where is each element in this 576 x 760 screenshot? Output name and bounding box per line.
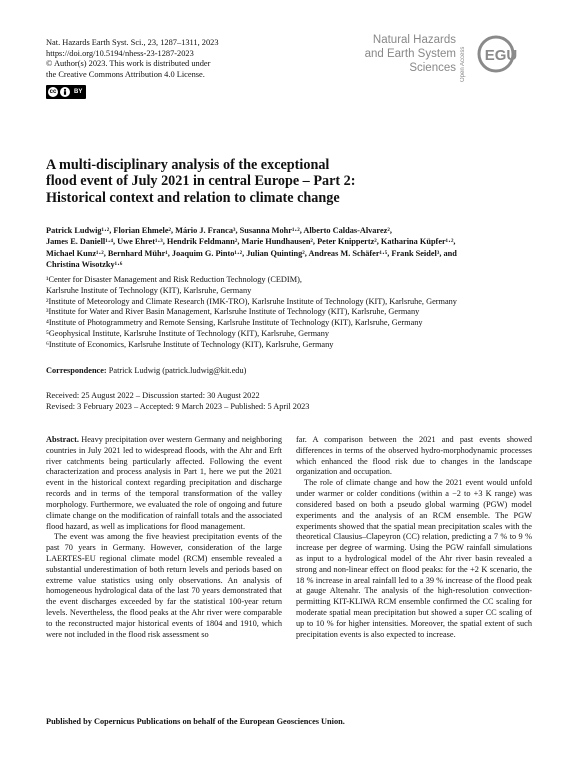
publisher-footer: Published by Copernicus Publications on behalf of the European Geosciences Union.	[46, 717, 345, 726]
cc-by-label: BY	[74, 89, 83, 95]
correspondence	[46, 366, 246, 375]
correspondence-email[interactable]: Patrick Ludwig (patrick.ludwig@kit.edu)	[108, 366, 247, 375]
affiliation-line: Karlsruhe Institute of Technology (KIT), Karlsruhe, Germany	[46, 285, 252, 295]
title-line2: flood event of July 2021 in central Europe – Part 2:	[46, 173, 356, 190]
dates-line2: Revised: 3 February 2023 – Accepted: 9 March 2023 – Published: 5 April 2023	[46, 401, 310, 411]
title-line3: Historical context and relation to climate change	[46, 189, 340, 206]
header-citation-block	[46, 38, 219, 80]
affiliation-line: ⁴Institute of Photogrammetry and Remote Sensing, Karlsruhe Institute of Technology (KIT), Karlsruhe, Germany	[46, 318, 423, 328]
journal-name	[365, 33, 456, 75]
attribution-person-icon	[60, 87, 70, 97]
dates-line1: Received: 25 August 2022 – Discussion started: 30 August 2022	[46, 391, 260, 400]
publication-dates	[46, 391, 309, 413]
affiliation-line: ¹Center for Disaster Management and Risk Reduction Technology (CEDIM),	[46, 275, 302, 284]
abstract-paragraph-2: The event was among the five heaviest precipitation events of the past 70 years in Germany. However, consideration of the large LAERTES-EU regional climate model (RCM) ensemble revealed a substantial underestimation of both return levels and periods based on extreme value statistics using only observations. An analysis of homogeneous hydrological data of the last 70 years demonstrated that the event discharges exceeded by far the statistical 100-year return levels. Nevertheless, the flood peaks at the Ahr river were comparable to the reconstructed major historical events of 1804 and 1910, which were not included in the flood risk assessment so	[46, 532, 282, 639]
cc-icon: cc	[49, 89, 57, 95]
journal-name-line3: Sciences	[409, 62, 456, 74]
journal-name-line1: Natural Hazards	[372, 34, 456, 46]
authors-line4: Christina Wisotzky¹·⁶	[46, 259, 123, 269]
copyright-line: © Author(s) 2023. This work is distributed under	[46, 59, 211, 69]
affiliation-line: ²Institute of Meteorology and Climate Research (IMK-TRO), Karlsruhe Institute of Technology (KIT), Karlsruhe, Germany	[46, 296, 457, 306]
journal-citation: Nat. Hazards Earth Syst. Sci., 23, 1287–1311, 2023	[46, 38, 219, 47]
egu-logo-text: EGU	[484, 47, 518, 64]
abstract-label: Abstract.	[46, 435, 79, 444]
egu-logo	[476, 34, 526, 74]
affiliation-line: ⁶Institute of Economics, Karlsruhe Institute of Technology (KIT), Karlsruhe, Germany	[46, 339, 334, 349]
doi-link[interactable]: https://doi.org/10.5194/nhess-23-1287-2023	[46, 48, 194, 58]
authors-line3: Michael Kunz¹·², Bernhard Mühr¹, Joaquim G. Pinto¹·², Julian Quinting², Andreas M. Schäfer¹·⁵, Frank Seidel³, and	[46, 248, 457, 258]
affiliation-line: ³Institute for Water and River Basin Management, Karlsruhe Institute of Technology (KIT), Karlsruhe, Germany	[46, 307, 420, 317]
license-line: the Creative Commons Attribution 4.0 License.	[46, 69, 205, 79]
abstract-column-right	[296, 435, 532, 640]
affiliations	[46, 275, 546, 351]
abstract-paragraph-1	[46, 435, 282, 532]
abstract-column-left	[46, 435, 282, 640]
authors-line2: James E. Daniell¹·⁴, Uwe Ehret¹·³, Hendrik Feldmann², Marie Hundhausen², Peter Knippertz², Katharina Küpfer¹·²,	[46, 237, 456, 247]
abstract-paragraph-3: far. A comparison between the 2021 and past events showed differences in terms of the observed hydro-morphodynamic processes which enhanced the flood risk due to changes in the landscape organization and occupation.	[296, 435, 532, 477]
authors-line1: Patrick Ludwig¹·², Florian Ehmele², Mário J. Franca³, Susanna Mohr¹·², Alberto Caldas-Alvarez²,	[46, 226, 392, 235]
title-line1: A multi-disciplinary analysis of the exceptional	[46, 157, 330, 173]
journal-name-line2: and Earth System	[364, 48, 456, 60]
abstract-p1-text: Heavy precipitation over western Germany and neighboring countries in July 2021 led to widespread floods, with the Ahr and Erft river catchments being particularly affected. Following the event characterization and process analysis in Part 1, here we put the 2021 event in the historical context regarding precipitation and discharge records and in terms of the temporal transformation of the valley morphology. Furthermore, we evaluated the role of ongoing and future climate change on the modification of rainfall totals and the associated flood hazard, as well as implications for flood management.	[46, 435, 282, 531]
affiliation-line: ⁵Geophysical Institute, Karlsruhe Institute of Technology (KIT), Karlsruhe, Germany	[46, 328, 330, 338]
abstract-paragraph-4: The role of climate change and how the 2021 event would unfold under warmer or colder conditions (within a −2 to +3 K range) was considered based on both a pseudo global warming (PGW) model experiments and the analysis of an RCM ensemble. The PGW experiments showed that the spatial mean precipitation scales with the theoretical Clausius–Clapeyron (CC) relation, predicting a 7 % to 9 % increase per degree of warming. Using the PGW rainfall simulations as input to a hydrological model of the Ahr river basin revealed a strong and non-linear effect on flood peaks: for the +2 K scenario, the 18 % increase in areal rainfall led to a 39 % increase of the flood peak at gauge Altenahr. The analysis of the high-resolution convection-permitting KIT-KLIWA RCM ensemble confirmed the CC scaling for moderate spatial mean precipitation but showed a super CC scaling of up to 10 % for higher intensities. Moreover, the spatial extent of such precipitation events is also expected to increase.	[296, 478, 532, 639]
open-access-label: Open Access	[460, 46, 466, 82]
article-title	[46, 157, 526, 206]
author-list	[46, 225, 536, 270]
cc-by-license-badge[interactable]	[46, 85, 86, 99]
correspondence-label: Correspondence:	[46, 366, 107, 375]
